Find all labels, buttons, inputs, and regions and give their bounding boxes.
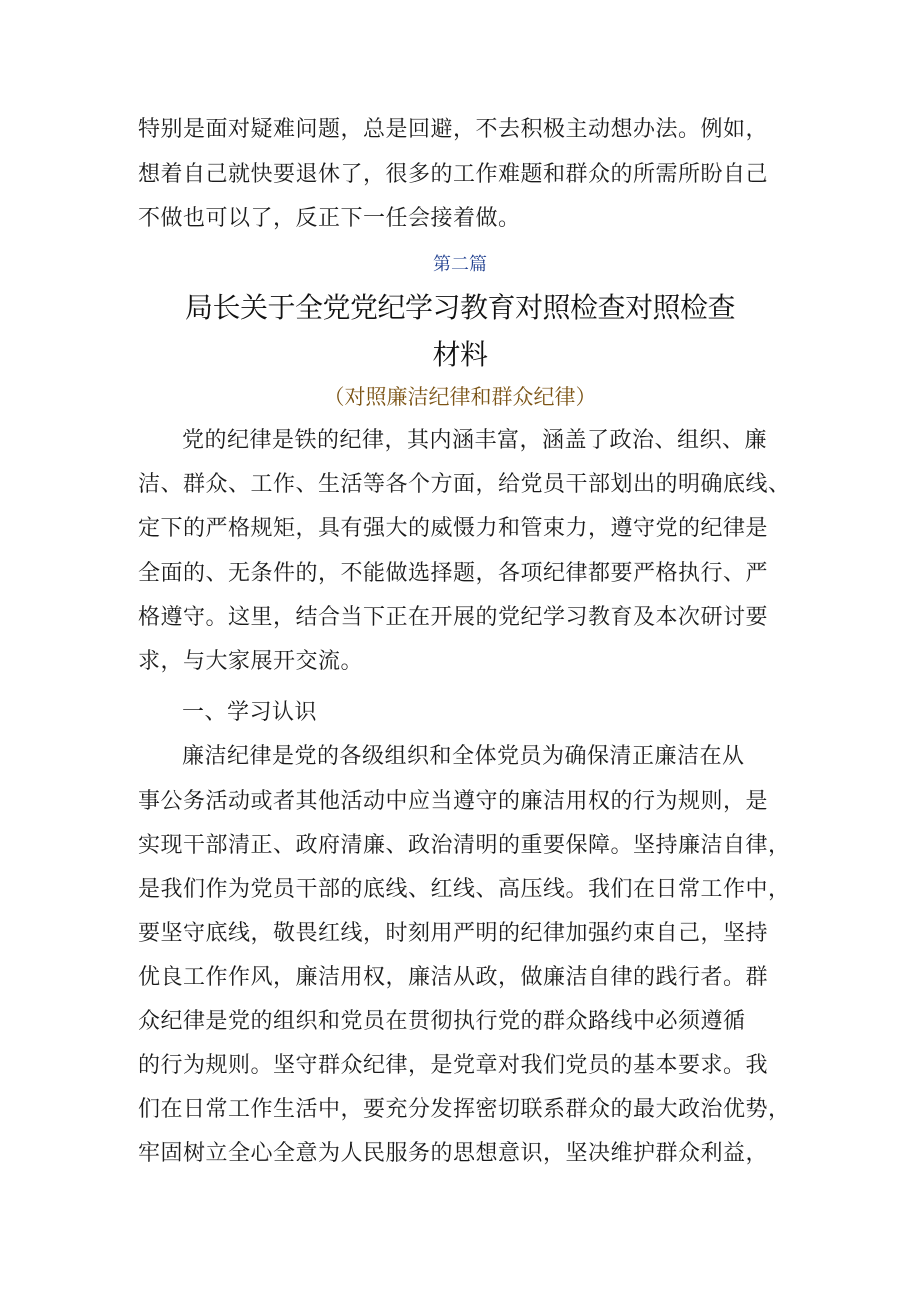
text-line: 特别是面对疑难问题，总是回避，不去积极主动想办法。例如， bbox=[138, 117, 769, 142]
text-line: 众纪律是党的组织和党员在贯彻执行党的群众路线中必须遵循 bbox=[138, 1009, 746, 1034]
document-title-line1: 局长关于全党党纪学习教育对照检查对照检查 bbox=[184, 291, 735, 324]
text-line: 想着自己就快要退休了，很多的工作难题和群众的所需所盼自己 bbox=[138, 162, 769, 187]
text-line: 牢固树立全心全意为人民服务的思想意识，坚决维护群众利益， bbox=[138, 1141, 769, 1166]
section-label: 第二篇 bbox=[433, 254, 487, 275]
text-line: 优良工作作风，廉洁用权，廉洁从政，做廉洁自律的践行者。群 bbox=[138, 965, 769, 990]
section-heading: 一、学习认识 bbox=[182, 700, 318, 725]
document-title-line2: 材料 bbox=[432, 338, 488, 371]
text-line: 不做也可以了，反正下一任会接着做。 bbox=[138, 206, 521, 231]
text-line: 事公务活动或者其他活动中应当遵守的廉洁用权的行为规则，是 bbox=[138, 789, 769, 814]
text-line: 是我们作为党员干部的底线、红线、高压线。我们在日常工作中， bbox=[138, 877, 791, 902]
text-line: 格遵守。这里，结合当下正在开展的党纪学习教育及本次研讨要 bbox=[138, 605, 769, 630]
text-line: 们在日常工作生活中，要充分发挥密切联系群众的最大政治优势， bbox=[138, 1097, 791, 1122]
document-subtitle: （对照廉洁纪律和群众纪律） bbox=[323, 385, 597, 409]
text-line: 廉洁纪律是党的各级组织和全体党员为确保清正廉洁在从 bbox=[182, 744, 745, 769]
text-line: 定下的严格规矩，具有强大的威慑力和管束力，遵守党的纪律是 bbox=[138, 516, 769, 541]
text-line: 的行为规则。坚守群众纪律，是党章对我们党员的基本要求。我 bbox=[138, 1053, 769, 1078]
text-line: 实现干部清正、政府清廉、政治清明的重要保障。坚持廉洁自律， bbox=[138, 833, 791, 858]
text-line: 求，与大家展开交流。 bbox=[138, 649, 364, 674]
text-line: 全面的、无条件的，不能做选择题，各项纪律都要严格执行、严 bbox=[138, 561, 769, 586]
text-line: 洁、群众、工作、生活等各个方面，给党员干部划出的明确底线、 bbox=[138, 472, 791, 497]
text-line: 要坚守底线，敬畏红线，时刻用严明的纪律加强约束自己，坚持 bbox=[138, 921, 769, 946]
text-line: 党的纪律是铁的纪律，其内涵丰富，涵盖了政治、组织、廉 bbox=[182, 428, 768, 453]
